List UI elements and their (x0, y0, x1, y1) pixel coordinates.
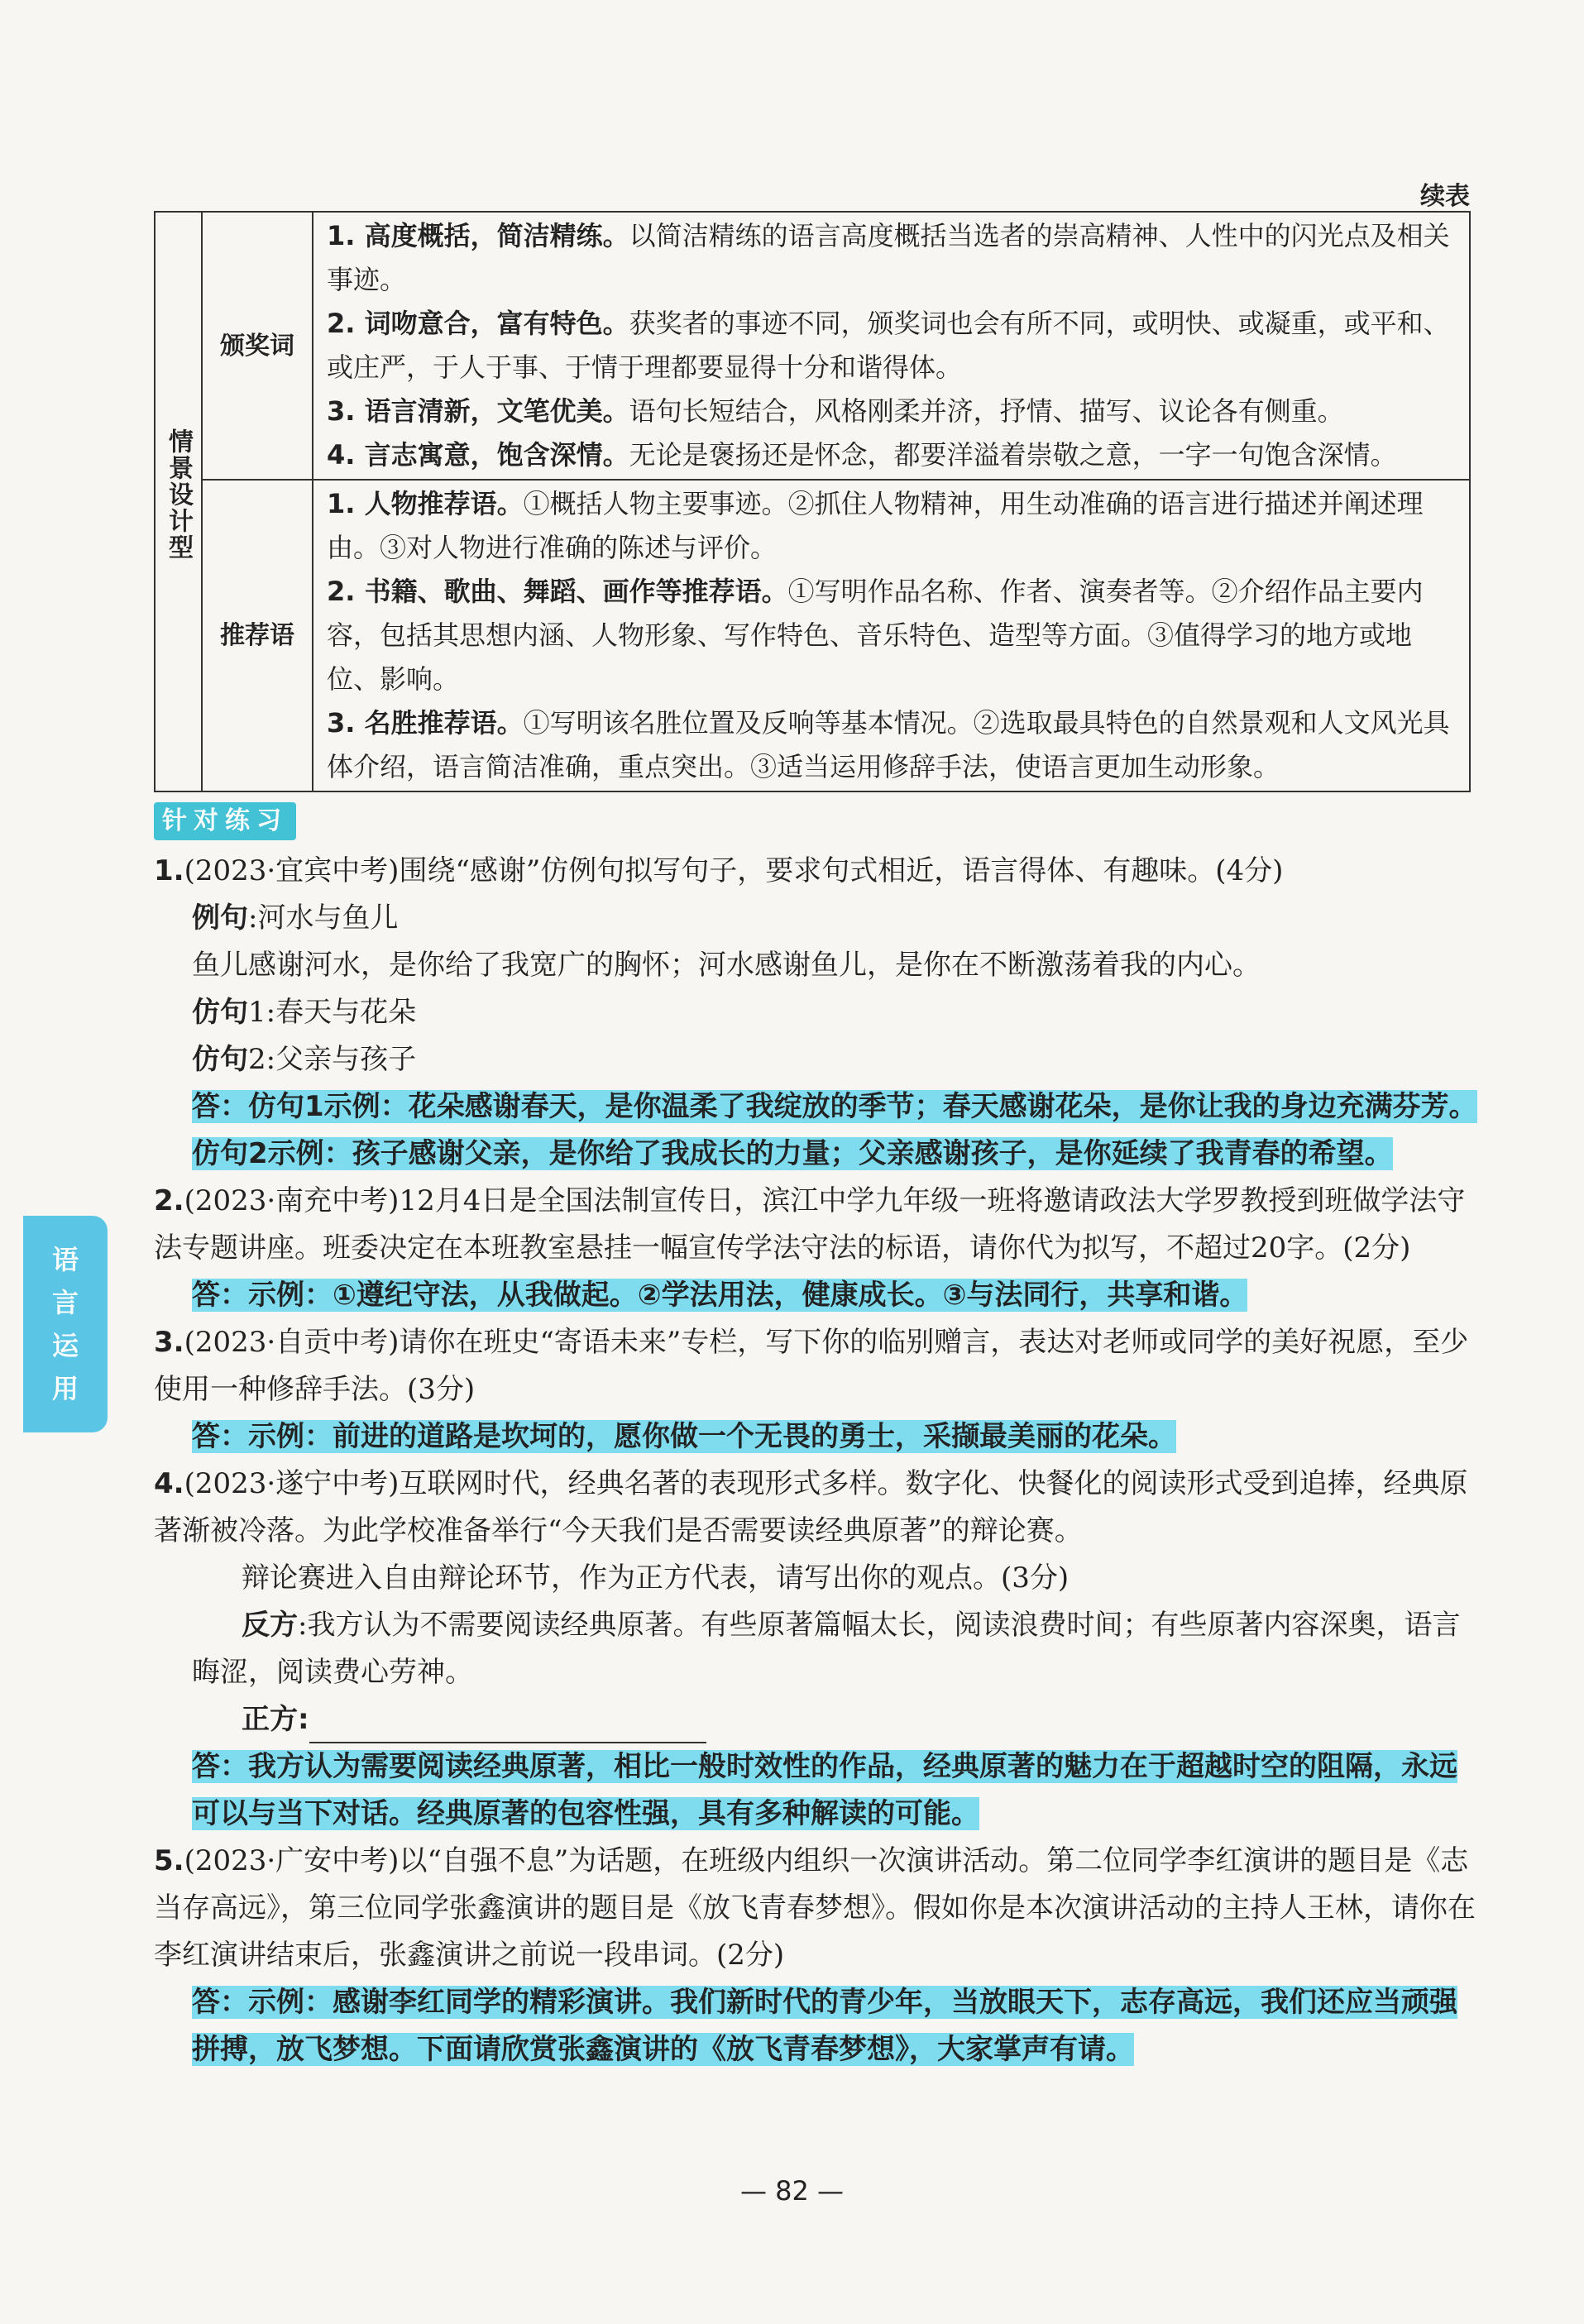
affirmative-side: 正方: (154, 1696, 1477, 1743)
imitation-1: 仿句1:春天与花朵 (192, 996, 417, 1029)
table-item: 2. 词吻意合，富有特色。获奖者的事迹不同，颁奖词也会有所不同，或明快、或凝重，或平和、或庄严，于人于事、于情于理都要显得十分和谐得体。 (327, 308, 1450, 383)
group-label: 情景设计型 (164, 428, 193, 561)
section-tag: 针对练习 (154, 802, 296, 840)
side-tab (23, 1216, 108, 1432)
opposing-side: 反方:我方认为不需要阅读经典原著。有些原著篇幅太长，阅读浪费时间；有些原著内容深奥，语言晦涩，阅读费心劳神。 (192, 1609, 1461, 1689)
answer: 答：示例：感谢李红同学的精彩演讲。我们新时代的青少年，当放眼天下，志存高远，我们还应当顽强拼搏，放飞梦想。下面请欣赏张鑫演讲的《放飞青春梦想》，大家掌声有请。 (192, 1986, 1457, 2066)
question-stem: 1.(2023·宜宾中考)围绕“感谢”仿例句拟写句子，要求句式相近，语言得体、有趣味。(4分) (154, 854, 1284, 887)
answer: 答：示例：①遵纪守法，从我做起。②学法用法，健康成长。③与法同行，共享和谐。 (192, 1279, 1248, 1312)
question-1 (154, 848, 1477, 1178)
answer-blank[interactable] (309, 1709, 706, 1743)
side-tab-char: 言 (51, 1287, 79, 1318)
continued-label: 续表 (1420, 182, 1470, 211)
question-stem: 4.(2023·遂宁中考)互联网时代，经典名著的表现形式多样。数字化、快餐化的阅读形式受到追捧，经典原著渐被冷落。为此学校准备举行“今天我们是否需要读经典原著”的辩论赛。 (154, 1467, 1468, 1547)
question-stem: 5.(2023·广安中考)以“自强不息”为话题，在班级内组织一次演讲活动。第二位同学李红演讲的题目是《志当存高远》，第三位同学张鑫演讲的题目是《放飞青春梦想》。假如你是本次演讲活动的主持人王林，请你在李红演讲结束后，张鑫演讲之前说一段串词。(2分) (154, 1844, 1476, 1972)
answer: 答：示例：前进的道路是坎坷的，愿你做一个无畏的勇士，采撷最美丽的花朵。 (192, 1420, 1176, 1453)
imitation-2: 仿句2:父亲与孩子 (192, 1043, 417, 1076)
answer: 答：我方认为需要阅读经典原著，相比一般时效性的作品，经典原著的魅力在于超越时空的阻隔，永远可以与当下对话。经典原著的包容性强，具有多种解读的可能。 (192, 1750, 1457, 1830)
question-stem: 2.(2023·南充中考)12月4日是全国法制宣传日，滨江中学九年级一班将邀请政法大学罗教授到班做学法守法专题讲座。班委决定在本班教室悬挂一幅宣传学法守法的标语，请你代为拟写，不超过20字。(2分) (154, 1184, 1466, 1265)
side-tab-char: 运 (51, 1330, 79, 1361)
table-item: 1. 人物推荐语。①概括人物主要事迹。②抓住人物精神，用生动准确的语言进行描述并阐述理由。③对人物进行准确的陈述与评价。 (327, 488, 1424, 563)
side-tab-char: 用 (51, 1373, 79, 1404)
question-3 (154, 1319, 1477, 1461)
question-2 (154, 1178, 1477, 1319)
table-item: 4. 言志寓意，饱含深情。无论是褒扬还是怀念，都要洋溢着崇敬之意，一字一句饱含深情。 (327, 439, 1397, 471)
row-label: 推荐语 (220, 621, 294, 650)
row-label: 颁奖词 (220, 331, 294, 361)
answer: 答：仿句1示例：花朵感谢春天，是你温柔了我绽放的季节；春天感谢花朵，是你让我的身边充满芬芳。仿句2示例：孩子感谢父亲，是你给了我成长的力量；父亲感谢孩子，是你延续了我青春的希望。 (192, 1090, 1477, 1170)
question-5 (154, 1838, 1477, 2073)
question-stem: 3.(2023·自贡中考)请你在班史“寄语未来”专栏，写下你的临别赠言，表达对老师或同学的美好祝愿，至少使用一种修辞手法。(3分) (154, 1326, 1469, 1406)
example: 例句:河水与鱼儿 (192, 901, 399, 935)
example-line: 鱼儿感谢河水，是你给了我宽广的胸怀；河水感谢鱼儿，是你在不断激荡着我的内心。 (192, 949, 1261, 982)
table-item: 1. 高度概括，简洁精练。以简洁精练的语言高度概括当选者的崇高精神、人性中的闪光点及相关事迹。 (327, 220, 1450, 295)
row-label-cell (202, 212, 313, 480)
question-stem-2: 辩论赛进入自由辩论环节，作为正方代表，请写出你的观点。(3分) (242, 1561, 1070, 1595)
side-tab-char: 语 (51, 1244, 79, 1275)
row-content (313, 212, 1470, 480)
page-number: — 82 — (739, 2175, 845, 2207)
table-item: 3. 语言清新，文笔优美。语句长短结合，风格刚柔并济，抒情、描写、议论各有侧重。 (327, 395, 1344, 427)
table-item: 3. 名胜推荐语。①写明该名胜位置及反响等基本情况。②选取最具特色的自然景观和人文风光具体介绍，语言简洁准确，重点突出。③适当运用修辞手法，使语言更加生动形象。 (327, 707, 1450, 782)
table-item: 2. 书籍、歌曲、舞蹈、画作等推荐语。①写明作品名称、作者、演奏者等。②介绍作品主要内容，包括其思想内涵、人物形象、写作特色、音乐特色、造型等方面。③值得学习的地方或地位、影响。 (327, 576, 1424, 695)
question-4 (154, 1461, 1477, 1838)
reference-table (154, 211, 1471, 792)
practice-section (154, 848, 1477, 2073)
row-content (313, 480, 1470, 791)
row-label-cell (202, 480, 313, 791)
group-label-cell (155, 212, 202, 791)
